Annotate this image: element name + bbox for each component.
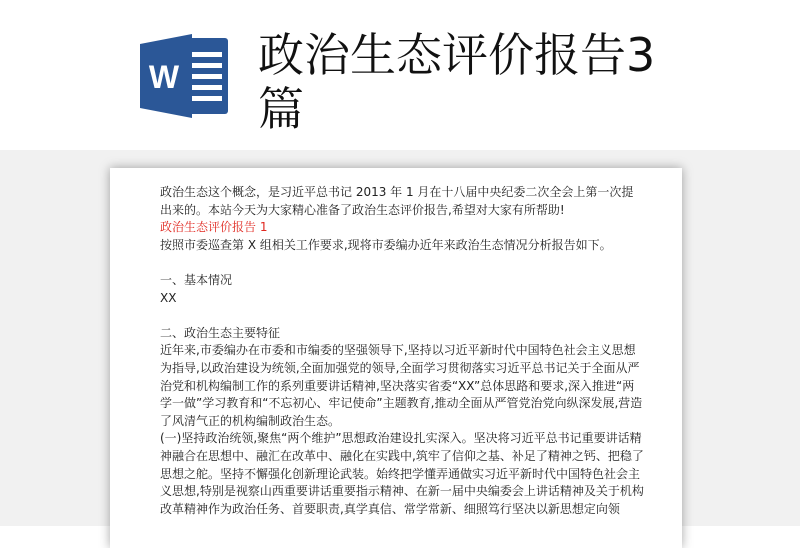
header-banner [0,0,800,150]
section-1-body: XX [160,290,177,305]
intro-paragraph: 政治生态这个概念，是习近平总书记 2013 年 1 月在十八届中央纪委二次全会上第一次提出来的。本站今天为大家精心准备了政治生态评价报告,希望对大家有所帮助! [160,185,634,217]
document-content [160,184,644,518]
report-heading-link[interactable]: 政治生态评价报告 1 [160,220,268,235]
word-icon-letter: W [148,59,180,95]
subsection-1: (一)坚持政治统领,聚焦“两个维护”思想政治建设扎实深入。坚决将习近平总书记重要讲话精神融合在思想中、融汇在改革中、融化在实践中,筑牢了信仰之基、补足了精神之钙、把稳了思想之舵。坚持不懈强化创新理论武装。始终把学懂弄通做实习近平新时代中国特色社会主义思想,特别是视察山西重要讲话重要指示精神、在新一届中央编委会上讲话精神及关于机构改革精神作为政治任务、首要职责,真学真信、常学常新、细照笃行坚决以新思想定向领 [160,431,644,516]
section-2-title: 二、政治生态主要特征 [160,325,281,340]
page-title: 政治生态评价报告3篇 [258,28,656,136]
report-paragraph-1: 按照市委巡查第 X 组相关工作要求,现将市委编办近年来政治生态情况分析报告如下。 [160,237,612,252]
section-2-body: 近年来,市委编办在市委和市编委的坚强领导下,坚持以习近平新时代中国特色社会主义思想为指导,以政治建设为统领,全面加强党的领导,全面学习贯彻落实习近平总书记关于全面从严治党和机构编制工作的系列重要讲话精神,坚决落实省委“XX”总体思路和要求,深入推进“两学一做”学习教育和“不忘初心、牢记使命”主题教育,推动全面从严管党治党向纵深发展,营造了风清气正的机构编制政治生态。 [160,343,643,428]
section-1-title: 一、基本情况 [160,272,233,287]
word-document-icon [140,32,232,120]
